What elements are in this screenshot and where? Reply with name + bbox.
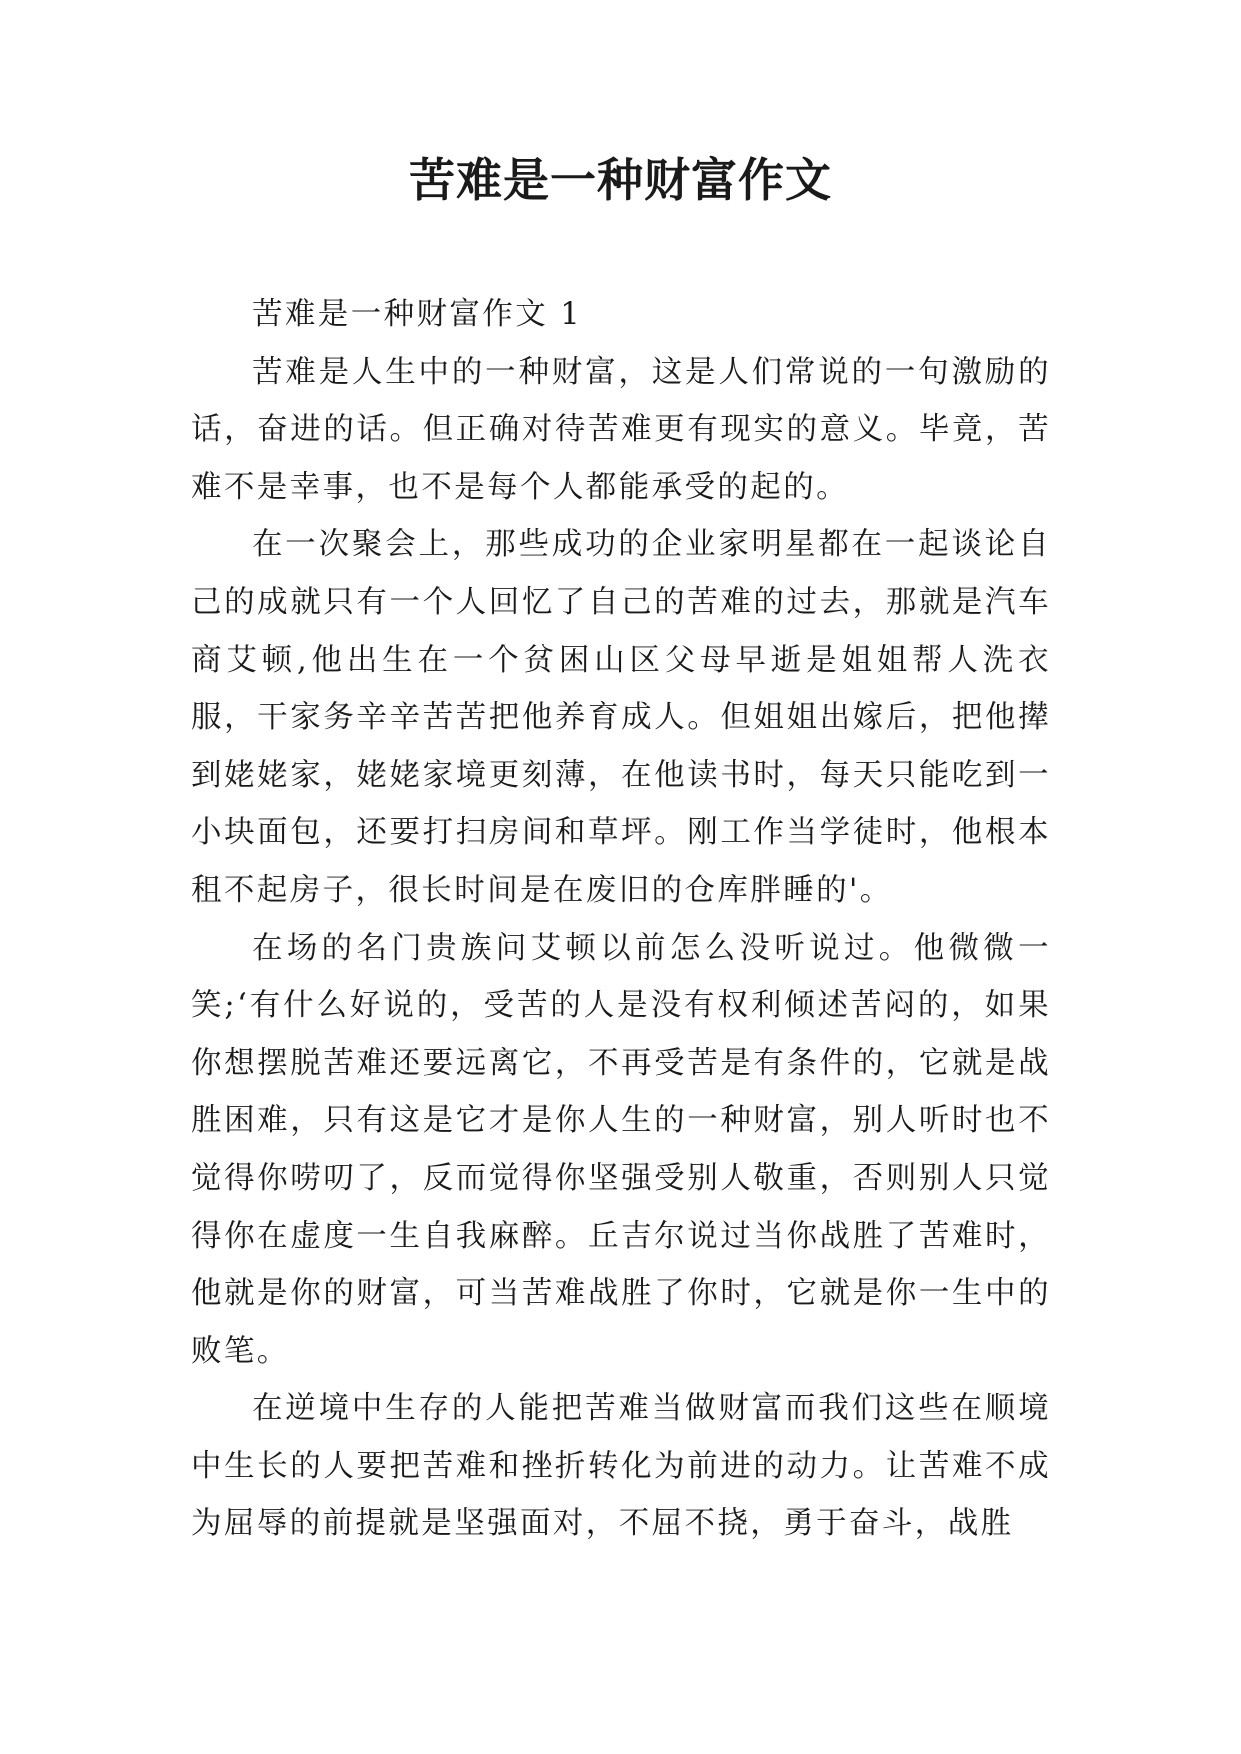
paragraph: 在逆境中生存的人能把苦难当做财富而我们这些在顺境中生长的人要把苦难和挫折转化为前进的动力。让苦难不成为屈辱的前提就是坚强面对，不屈不挠，勇于奋斗，战胜	[191, 1391, 1051, 1542]
paragraph: 苦难是人生中的一种财富，这是人们常说的一句激励的话，奋进的话。但正确对待苦难更有现实的意义。毕竟，苦难不是幸事，也不是每个人都能承受的起的。	[191, 354, 1051, 505]
paragraph: 在一次聚会上，那些成功的企业家明星都在一起谈论自己的成就只有一个人回忆了自己的苦难的过去，那就是汽车商艾顿,他出生在一个贫困山区父母早逝是姐姐帮人洗衣服，干家务辛辛苦苦把他养育成人。但姐姐出嫁后，把他撵到姥姥家，姥姥家境更刻薄，在他读书时，每天只能吃到一小块面包，还要打扫房间和草坪。刚工作当学徒时，他根本租不起房子，很长时间是在废旧的仓库胖睡的'。	[191, 527, 1051, 908]
essay-heading: 苦难是一种财富作文 1	[252, 297, 582, 332]
document-title: 苦难是一种财富作文	[409, 153, 832, 207]
paragraph: 在场的名门贵族问艾顿以前怎么没听说过。他微微一笑;‘有什么好说的，受苦的人是没有权利倾述苦闷的，如果你想摆脱苦难还要远离它，不再受苦是有条件的，它就是战胜困难，只有这是它才是你人生的一种财富，别人听时也不觉得你唠叨了，反而觉得你坚强受别人敬重，否则别人只觉得你在虚度一生自我麻醉。丘吉尔说过当你战胜了苦难时，他就是你的财富，可当苦难战胜了你时，它就是你一生中的败笔。	[191, 930, 1051, 1369]
document-body	[191, 286, 1051, 1553]
